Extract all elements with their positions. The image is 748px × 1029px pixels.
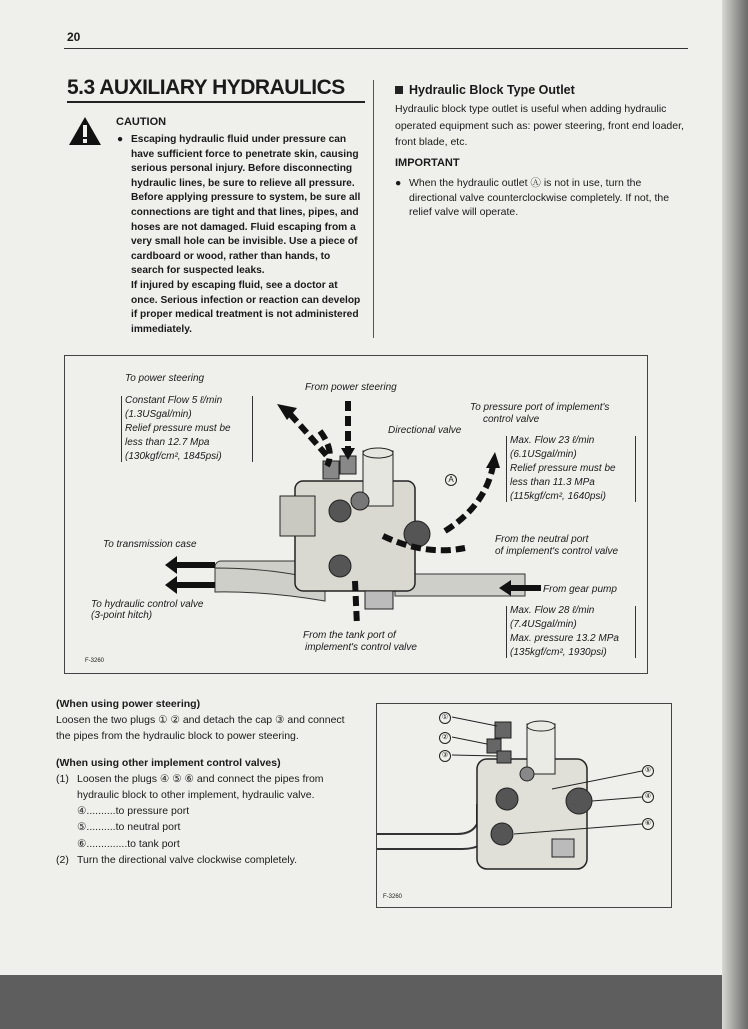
caution-paragraph: Escaping hydraulic fluid under pressure can have sufficient force to penetrate skin, causing serious personal injury. Before disconnecting hydraulic lines, be sure to relieve all pressure. Before applying pressure to system, be sure all connections are tight and that lines, pipes, and hoses are not damaged. Fluid escaping from a very small hole can be invisible. Use a piece of cardboard or wood, rather than hands, to search for suspected leaks. [131,134,361,277]
port-4-line: ④..........to pressure port [77,805,190,818]
step-number: (1) [56,772,69,785]
warning-triangle-icon [68,116,102,146]
hydraulic-block-diagram [64,355,648,674]
label-from-gear-pump: From gear pump [543,584,617,595]
callout-2: ② [439,732,451,744]
label-three-point-hitch: (3-point hitch) [91,610,153,621]
spec-line: (115kgf/cm², 1640psi) [510,491,606,502]
outlet-heading-text: Hydraulic Block Type Outlet [409,83,575,97]
label-to-pressure-port-2: control valve [483,414,540,425]
callout-6: ⑥ [642,818,654,830]
spec-line: (1.3USgal/min) [125,409,192,420]
callout-5: ⑤ [642,765,654,777]
spec-line: Constant Flow 5 ℓ/min [125,395,223,406]
other-implement-heading: (When using other implement control valves) [56,756,281,769]
port-6-line: ⑥..............to tank port [77,837,180,850]
scan-edge [722,0,748,1029]
bracket-line [121,396,122,462]
column-divider [373,80,374,338]
callout-3: ③ [439,750,451,762]
figure-id: F-3260 [85,658,105,664]
important-paragraph: When the hydraulic outlet Ⓐ is not in use, turn the directional valve counterclockwise completely. If not, the relief valve will operate. [409,177,670,218]
step-number: (2) [56,853,69,866]
spec-line: Max. Flow 28 ℓ/min [510,605,595,616]
caution-text [117,133,365,337]
figure-id-2: F-3260 [383,894,403,900]
step-2-text: Turn the directional valve clockwise completely. [77,853,298,866]
caution-label: CAUTION [116,116,167,128]
label-directional-valve: Directional valve [388,425,462,436]
label-to-hydraulic-control-valve: To hydraulic control valve [91,599,204,610]
page-number: 20 [67,30,81,44]
spec-line: Relief pressure must be [510,463,616,474]
spec-power-steering [125,394,249,464]
spec-line: Max. Flow 23 ℓ/min [510,435,595,446]
title-underline [67,101,365,103]
spec-line: less than 12.7 Mpa [125,437,210,448]
bracket-line [635,436,636,502]
bullet-icon: ● [395,177,402,189]
important-label: IMPORTANT [395,157,460,169]
step-1-text: Loosen the plugs ④ ⑤ ⑥ and connect the pipes from hydraulic block to other implement, hydraulic valve. [77,772,324,802]
spec-implement-port [510,434,632,504]
label-to-pressure-port: To pressure port of implement's [470,402,610,413]
header-rule [64,48,688,49]
spec-line: (6.1USgal/min) [510,449,577,460]
square-bullet-icon [395,86,403,94]
label-to-power-steering: To power steering [125,373,205,384]
important-text [395,176,690,220]
spec-line: (130kgf/cm², 1845psi) [125,451,222,462]
callout-1: ① [439,712,451,724]
label-from-neutral-port-2: of implement's control valve [495,546,619,557]
spec-line: less than 11.3 MPa [510,477,595,488]
outlet-heading [395,83,575,97]
spec-line: (135kgf/cm², 1930psi) [510,647,607,658]
instructions [56,696,356,868]
port-5-line: ⑤..........to neutral port [77,821,181,834]
caution-paragraph-2: If injured by escaping fluid, see a doctor at once. Serious infection or reaction can develop if proper medical treatment is not administered immediately. [131,279,361,335]
plug-location-illustration [377,704,671,907]
bullet-icon: ● [117,134,124,145]
spec-line: Max. pressure 13.2 MPa [510,633,619,644]
power-steering-text: Loosen the two plugs ① ② and detach the cap ③ and connect the pipes from the hydraulic block to power steering. [56,714,345,743]
power-steering-heading: (When using power steering) [56,698,201,710]
label-from-neutral-port: From the neutral port [495,534,589,545]
outlet-description: Hydraulic block type outlet is useful when adding hydraulic operated equipment such as: power steering, front end loader, front blade, etc. [395,103,684,148]
spec-gear-pump [510,604,632,660]
label-from-tank-port-2: implement's control valve [305,642,417,653]
bracket-line [635,606,636,658]
section-title: 5.3 AUXILIARY HYDRAULICS [67,76,345,99]
label-from-power-steering: From power steering [305,382,397,393]
label-from-tank-port: From the tank port of [303,630,396,641]
spec-line: Relief pressure must be [125,423,231,434]
bracket-line [506,436,507,502]
callout-4: ④ [642,791,654,803]
label-to-transmission-case: To transmission case [103,539,197,550]
plug-location-diagram [376,703,672,908]
bracket-line [252,396,253,462]
spec-line: (7.4USgal/min) [510,619,577,630]
bracket-line [506,606,507,658]
marker-a: A [445,474,457,486]
